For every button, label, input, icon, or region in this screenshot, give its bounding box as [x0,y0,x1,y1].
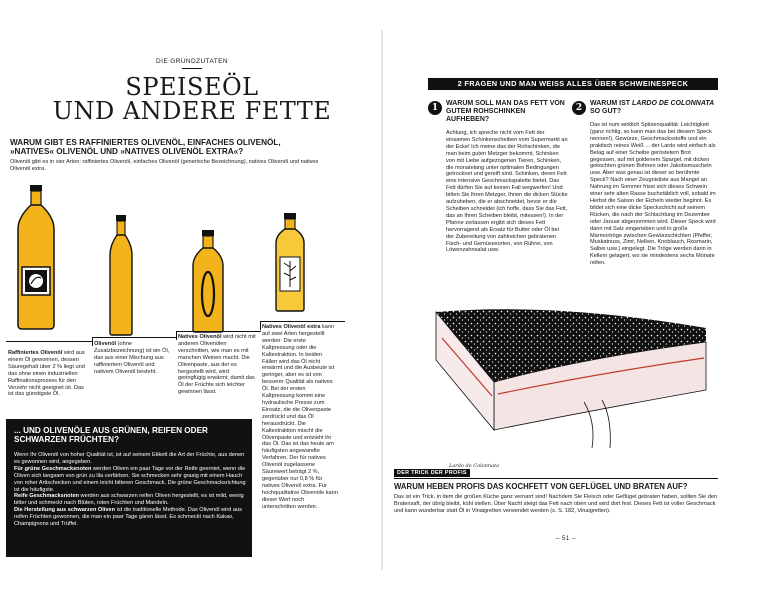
lardo-illustration-icon [434,298,718,470]
question-1-title: WARUM SOLL MAN DAS FETT VON GUTEM ROHSCHINKEN AUFHEBEN? [446,100,565,123]
left-page [4,30,380,570]
bacon-banner: 2 FRAGEN UND MAN WEISS ALLES ÜBER SCHWEINESPECK [428,78,718,90]
intro-text: Olivenöl gibt es in vier Arten: raffiniertes Olivenöl, einfaches Olivenöl (generische Bezeichnung), natives Olivenöl und natives Olivenöl extra. [10,159,319,172]
page-number-left: – 50 – [164,536,184,542]
oil-desc-olivenoel: Olivenöl (ohne Zusatzbezeichnung) ist ein Öl, das aus einer Mischung aus raffiniertem Olivenöl und nativem Olivenöl besteht. [94,341,170,375]
page-number-right: – 51 – [556,536,576,542]
olive-oil-bottle-1-icon [12,185,60,331]
trick-label: DER TRICK DER PROFIS [394,469,470,477]
page-title-line1: SPEISEÖL [125,73,259,101]
olive-oil-bottle-4-icon [272,213,308,313]
question-2-title: WARUM IST LARDO DE COLONNATA SO GUT? [590,100,715,115]
book-gutter [381,30,383,570]
fruit-box-title: ... UND OLIVENÖLE AUS GRÜNEN, REIFEN ODER SCHWARZEN FRÜCHTEN? [14,426,208,445]
oil-desc-nativ-extra: Natives Olivenöl extra kann auf zwei Arten hergestellt werden: Die erste Kaltpressung oder die Kaltextraktion. In beiden Fällen wird das Öl nicht erwärmt und die Ausbeute ist geringer, aber es ist von besserer Qualität als natives Öl. Bei der ersten Kaltpressung kommt eine hydraulische Presse zum Einsatz, die die Olivenpaste zerdrückt und das Öl herausdrückt. Die Kaltextraktion mischt die Olivenpaste und entzieht ihr das Öl. Das ist das heute am häufigsten angewandte Verfahren. Der für natives Olivenöl zugelassene Säurewert beträgt 2 %, gegenüber nur 0,8 % für natives Olivenöl extra. Für hochqualitative Olivenöle kann dieser Wert noch unterschritten werden. [262,324,338,510]
fruit-info-box [6,419,252,557]
trick-title: WARUM HEBEN PROFIS DAS KOCHFETT VON GEFLÜGEL UND BRATEN AUF? [394,482,688,491]
page-title-line2: UND ANDERE FETTE [52,97,332,125]
kicker-rule [182,68,202,69]
trick-text: Das ist ein Trick, in dem die großen Küche ganz vernarrt sind! Nachdem Sie Fleisch oder Geflügel gebraten haben, sollten Sie den Bratensaft, der übrig bleibt, kühl stellen. Über Nacht steigt das Fett nach oben und wird dort fest. Dieses Fett ist voller Geschmack und kann wunderbar statt Öl in Vinaigretten verwendet werden (s. S. 182, Vinaigretten). [394,494,718,514]
olive-oil-bottle-3-icon [189,230,227,334]
oil-desc-nativ: Natives Olivenöl wird nicht mit anderen Olivenölen verschnitten, wie man es mit manchen Weinen macht. Die Olivenpaste, aus der es hergestellt wird, wird geringfügig erwärmt, damit das Öl der Früchte sich leichter gewinnen lässt. [178,334,256,396]
olive-oil-bottle-2-icon [107,215,135,337]
question-heading: WARUM GIBT ES RAFFINIERTES OLIVENÖL, EINFACHES OLIVENÖL, »NATIVES« OLIVENÖL UND »NATIVES OLIVENÖL EXTRA«? [10,138,281,157]
fruit-box-text: Wenn Ihr Olivenöl von hoher Qualität ist, ist auf seinem Etikett die Art der Früchte, aus denen es gewonnen wird, angegeben. Für grüne Geschmacksnoten werden Oliven ein paar Tage vor der Reife geerntet, wenn die Oliven sich langsam von grün zu lila verfärben. Sie schmecken sehr grasig mit einem Hauch von roher Artischocken und einem leicht bitteren Geschmack. Die grüne Geschmacksrichtung ist die häufigste. Reife Geschmacksnoten werden aus schwarzen reifen Oliven hergestellt, es ist mild, wenig bitter und schmeckt nach Blüten, roten Früchten und Mandeln. Die Herstellung aus schwarzen Oliven ist die traditionelle Methode. Das Olivenöl wird aus reifen Früchten gewonnen, die man ein paar Tage gären lässt. Es schmeckt nach Kakao, Champignons und Trüffel. [14,452,246,528]
trick-rule [394,478,718,479]
illustration-caption: Lardo de Colonnata [449,463,500,469]
question-2-text: Das ist num wirklich Spitzenqualität: Leichtigkeit (ganz richtig, so kann man das bei diesem Speck nennen!), Gewürze, Geschmacksstoffe und ein praktisch reines Weiß ... der Lardo wird einfach als Belag auf einer Scheibe geröstetem Brot gegessen, auf mit goldenem Spargel, mit dicken gekochten grünen Bohnen oder Jakobsmuscheln usw. Aber was genau ist dieser so berühmte Speck? Nach einer Zeugnisliste aus Mangel an Nahrung im Sommer frisst sich dieses Schwein einer sehr alten Rasse buchstäblich voll, sobald im Herbst die Saison der Eicheln wieder beginnt. Es bildet sich eine dicke Speckschicht auf seinem Rücken, die nach der Schlachtung im Dezember oder Januar abgenommen wird. Dieser Speck wird dann mit Salz eingerieben und in große Marmortröge zwischen Gewürzschichten (Pfeffer, Muskatnuss, Zimt, Nelken, Knoblauch, Rosmarin, Salbei usw.) eingelegt. Die Tröge werden dann in Kellern gelagert, wo sie mindestens sechs Monate reifen. [590,122,716,267]
question-2-number: 2 [572,101,586,115]
oil-desc-raffiniert: Raffiniertes Olivenöl wird aus einem Öl gewonnen, dessen Säuregehalt über 2 % liegt und das ohne einen industriellen Raffinationsprozess für den Verzehr nicht geeignet ist. Das ist das günstigste Öl. [8,350,85,398]
right-page [384,30,760,570]
section-kicker: DIE GRUNDZUTATEN [156,58,228,65]
question-1-text: Achtung, ich spreche nicht vom Fett der einsamen Schinkenscheiben vom Supermarkt an der Ecke! Ich meine das der Rohschinken, die man beim guten Metzger bekommt, Schinken von mit Liebe aufgezogenen Tieren, Schinken, die monatelang unter optimalen Bedingungen getrocknet und gereift sind. Schinken, deren Fett eine intensive Geschmackspalette bietet. Das Fett dürfen Sie auf keinen Fall wegwerfen! Und bitten Sie Ihren Metzger, Ihnen die dicken Stücke aufzuheben, die er abschneidet, bevor er die Scheiben schneidet (ich hoffe, dass Sie das Fett, das an Ihren Scheiben bleibt, mitessen!). In der Pfanne zerlassen ergibt sich dieses Fett hervorragend als Ersatz für Butter oder Öl bei der Zubereitung von zahlreichen gebratenen Fisch- und Gemüsesorten, von Rührei, von Löwenzahnsalat usw. [446,130,568,254]
question-1-number: 1 [428,101,442,115]
